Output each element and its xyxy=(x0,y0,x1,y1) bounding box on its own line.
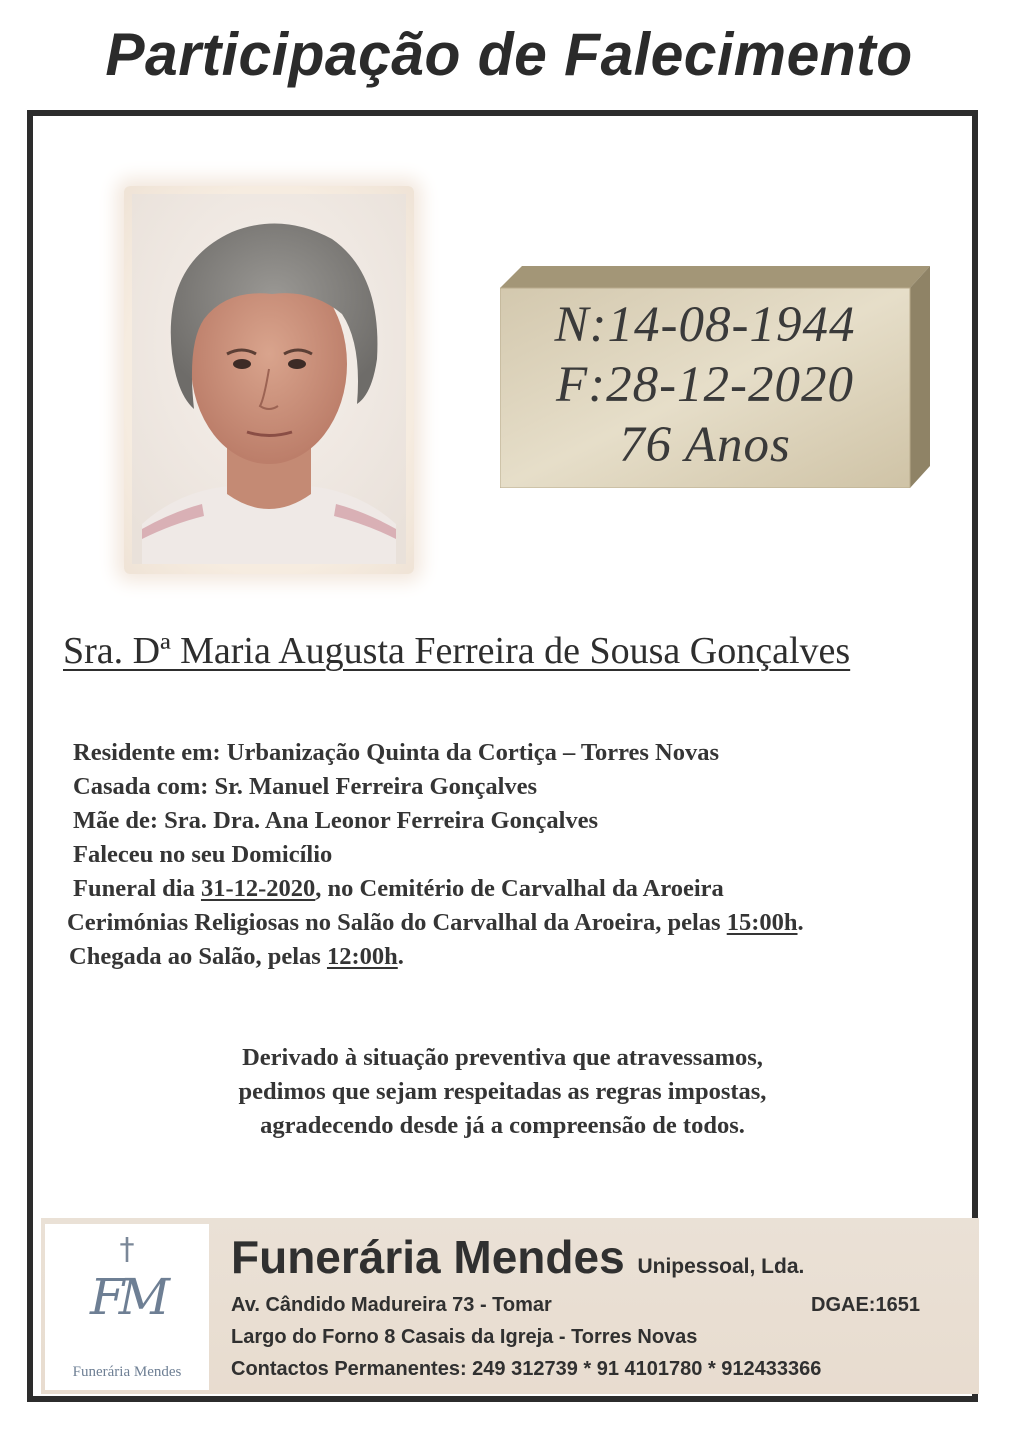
notice-line-3: agradecendo desde já a compreensão de todos. xyxy=(260,1112,745,1139)
company-name-text: Funerária Mendes xyxy=(231,1231,625,1283)
portrait-illustration xyxy=(132,194,406,564)
address-tomar: Av. Cândido Madureira 73 - Tomar xyxy=(231,1294,552,1316)
mother-of-line: Mãe de: Sra. Dra. Ana Leonor Ferreira Gonçalves xyxy=(73,807,599,834)
monogram-logo: FM xyxy=(90,1268,164,1326)
ceremony-time: 15:00h xyxy=(726,909,798,936)
ceremony-prefix: Cerimónias Religiosas no Salão do Carvalhal da Aroeira, pelas xyxy=(67,909,727,936)
cross-icon: † xyxy=(119,1232,135,1267)
notice-frame xyxy=(27,110,978,1402)
logo-caption: Funerária Mendes xyxy=(72,1364,182,1380)
ceremony-suffix: . xyxy=(797,909,804,936)
funeral-home-footer xyxy=(41,1218,979,1394)
page-title: Participação de Falecimento xyxy=(105,21,913,88)
contacts-line: Contactos Permanentes: 249 312739 * 91 4101780 * 912433366 xyxy=(231,1358,822,1380)
died-at-line: Faleceu no seu Domicílio xyxy=(73,841,333,868)
funeral-home-name xyxy=(231,1230,804,1284)
funeral-line xyxy=(73,872,963,906)
dgae-number: DGAE:1651 xyxy=(811,1294,920,1316)
arrival-prefix: Chegada ao Salão, pelas xyxy=(69,943,327,970)
portrait-frame xyxy=(124,186,414,574)
covid-notice xyxy=(33,1041,972,1143)
funeral-suffix: , no Cemitério de Carvalhal da Aroeira xyxy=(315,875,724,902)
birth-date: N:14-08-1944 xyxy=(554,297,856,353)
deceased-name: Sra. Dª Maria Augusta Ferreira de Sousa Gonçalves xyxy=(63,630,851,672)
dates-stone-block xyxy=(500,266,930,488)
residence-line: Residente em: Urbanização Quinta da Cortiça – Torres Novas xyxy=(73,739,720,766)
notice-line-1: Derivado à situação preventiva que atravessamos, xyxy=(242,1044,763,1071)
funeral-date: 31-12-2020 xyxy=(200,875,316,902)
death-date: F:28-12-2020 xyxy=(555,357,855,413)
spouse-line: Casada com: Sr. Manuel Ferreira Gonçalves xyxy=(73,773,538,800)
notice-line-2: pedimos que sejam respeitadas as regras impostas, xyxy=(238,1078,767,1105)
funeral-home-logo xyxy=(45,1224,209,1390)
age: 76 Anos xyxy=(619,417,791,473)
funeral-prefix: Funeral dia xyxy=(73,875,201,902)
company-suffix: Unipessoal, Lda. xyxy=(637,1255,805,1278)
arrival-line xyxy=(69,940,963,974)
ceremony-line xyxy=(67,906,963,940)
arrival-time: 12:00h xyxy=(326,943,398,970)
details-block xyxy=(67,736,963,974)
address-torres-novas: Largo do Forno 8 Casais da Igreja - Torres Novas xyxy=(231,1326,698,1348)
arrival-suffix: . xyxy=(397,943,404,970)
portrait-photo xyxy=(132,194,406,564)
